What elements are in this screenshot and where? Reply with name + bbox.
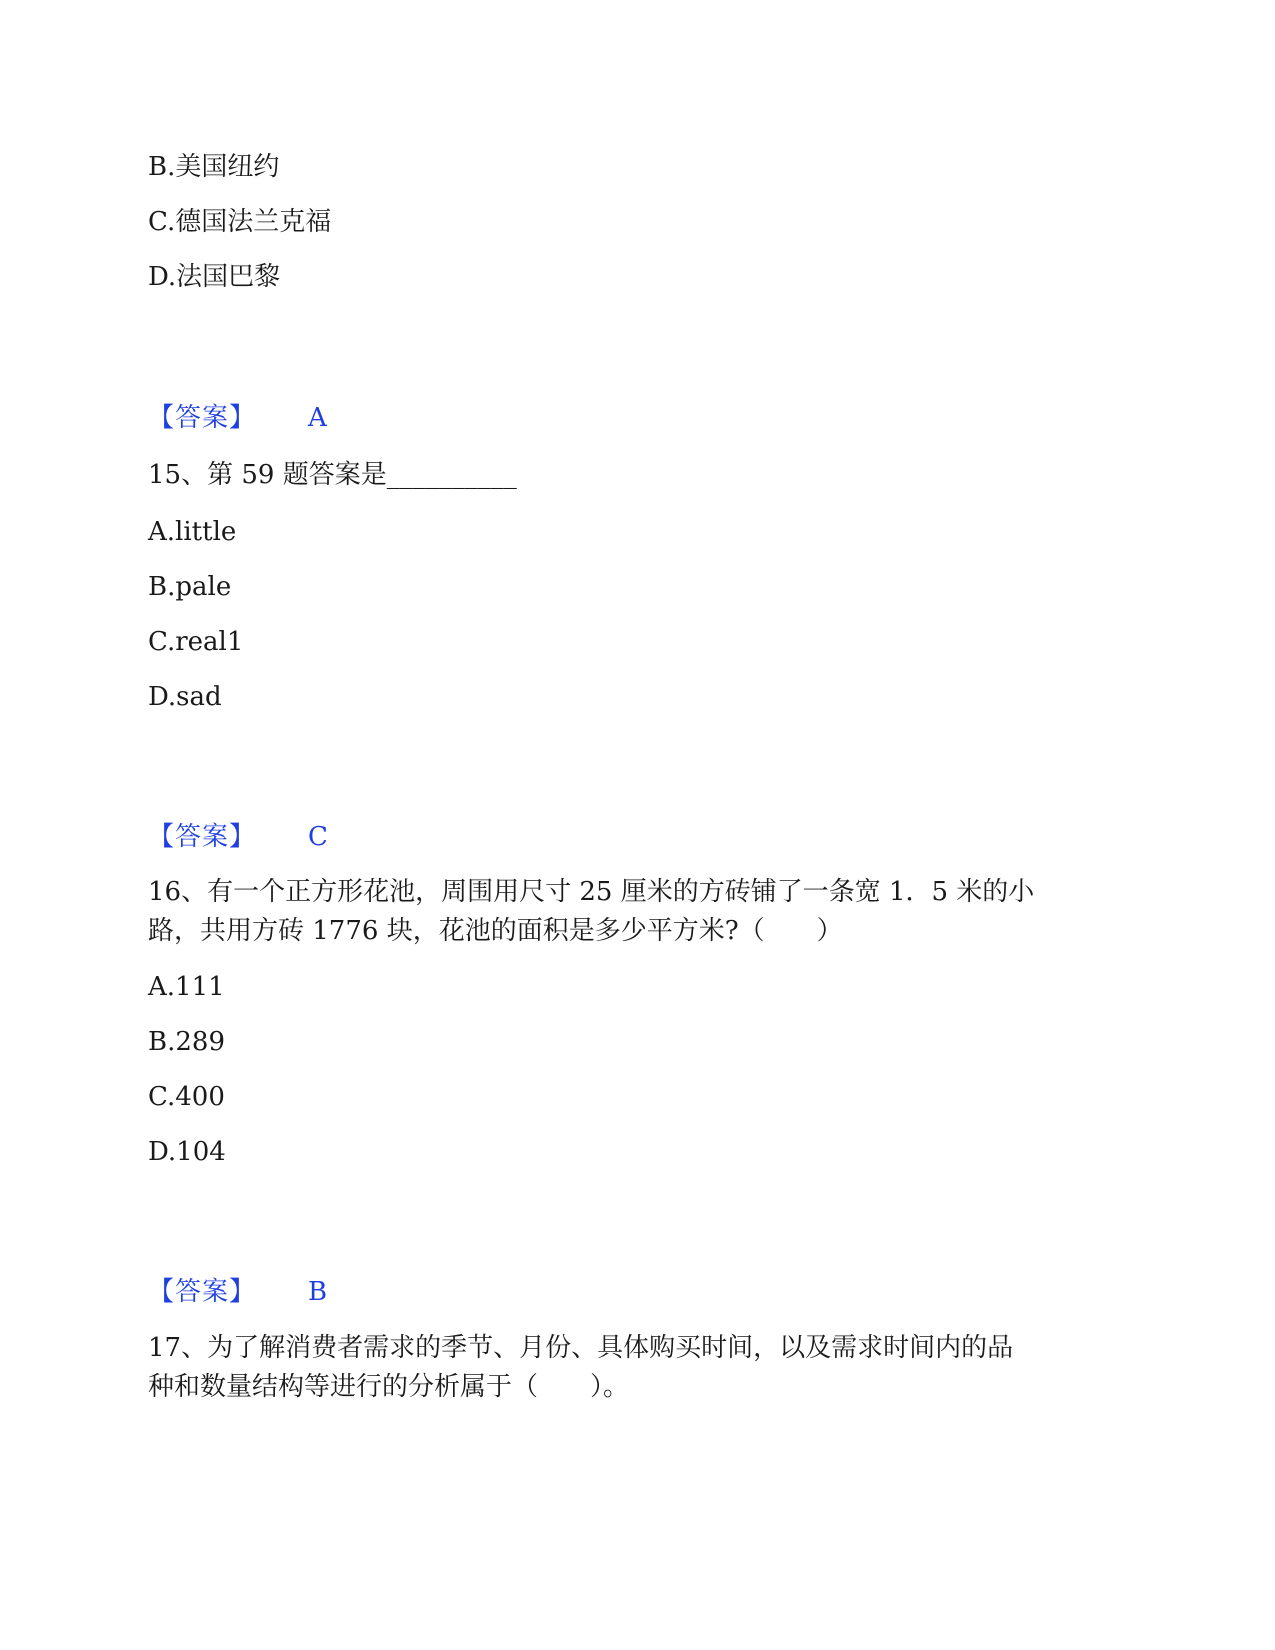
option-d: D.法国巴黎 (148, 262, 281, 292)
answer-tag: 【答案】 (148, 1277, 257, 1307)
option-b: B.美国纽约 (148, 152, 280, 182)
answer-value: A (308, 403, 327, 433)
question-16-option-c: C.400 (148, 1082, 225, 1112)
question-15-option-d: D.sad (148, 682, 222, 712)
answer-value: C (308, 822, 328, 852)
answer-line (148, 1277, 327, 1307)
question-16-option-b: B.289 (148, 1027, 225, 1057)
answer-line (148, 822, 328, 852)
question-15-option-a: A.little (148, 517, 237, 547)
question-16-option-d: D.104 (148, 1137, 226, 1167)
answer-tag: 【答案】 (148, 822, 257, 852)
question-16-text-line1: 16、有一个正方形花池，周围用尺寸 25 厘米的方砖铺了一条宽 1．5 米的小 (148, 877, 1035, 907)
answer-value: B (308, 1277, 328, 1307)
question-16-option-a: A.111 (148, 972, 225, 1002)
answer-tag: 【答案】 (148, 403, 257, 433)
answer-line (148, 403, 327, 433)
question-15-option-b: B.pale (148, 572, 232, 602)
question-15-option-c: C.real1 (148, 627, 244, 657)
question-16-text-line2: 路，共用方砖 1776 块，花池的面积是多少平方米?（ ） (148, 916, 843, 946)
question-17-text-line2: 种和数量结构等进行的分析属于（ ）。 (148, 1372, 630, 1402)
question-17-text-line1: 17、为了解消费者需求的季节、月份、具体购买时间，以及需求时间内的品 (148, 1333, 1014, 1363)
option-c: C.德国法兰克福 (148, 207, 332, 237)
question-15-text: 15、第 59 题答案是__________ (148, 460, 517, 490)
